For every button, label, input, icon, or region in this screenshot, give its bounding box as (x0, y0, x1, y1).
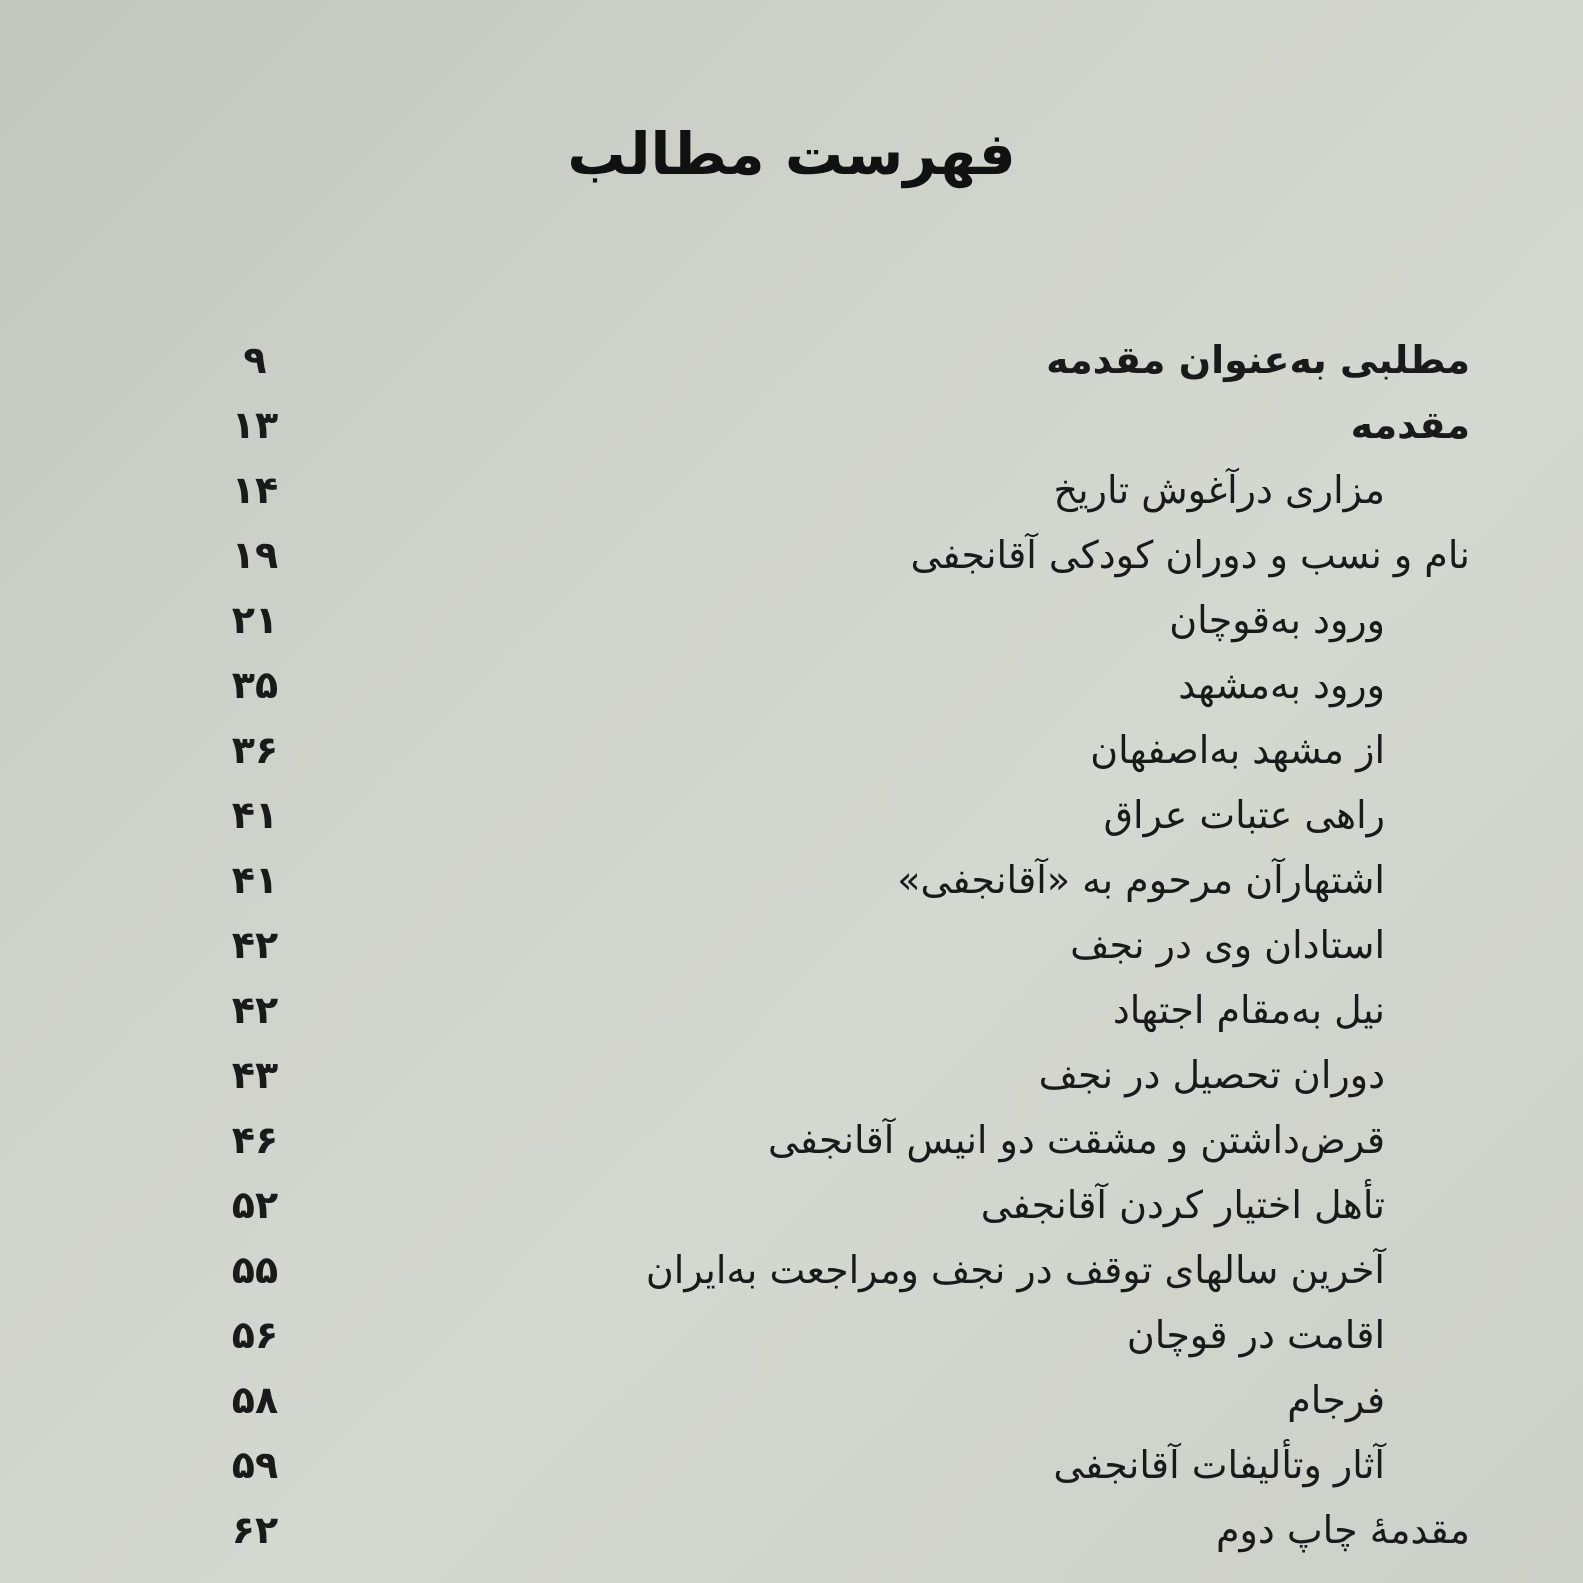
toc-entry (200, 1305, 1480, 1370)
toc-entry-title: استادان وی در نجف (1070, 923, 1385, 967)
toc-page-number: ۴۶ (231, 1118, 279, 1162)
toc-page-number: ۱۴ (231, 468, 279, 512)
toc-page-number: ۵۹ (231, 1443, 279, 1487)
toc-page-number: ۳۶ (231, 728, 279, 772)
toc-page-number: ۴۱ (231, 858, 279, 902)
toc-entry (200, 915, 1480, 980)
toc-page-number: ۶۲ (231, 1508, 279, 1552)
table-of-contents (200, 330, 1480, 1565)
toc-entry (200, 395, 1480, 460)
toc-entry-title: ورود به‌قوچان (1169, 598, 1385, 642)
toc-page-number: ۵۶ (231, 1313, 279, 1357)
toc-entry (200, 1240, 1480, 1305)
toc-entry (200, 1500, 1480, 1565)
toc-entry-title: ورود به‌مشهد (1178, 663, 1385, 707)
toc-page-number: ۴۲ (231, 923, 279, 967)
toc-entry (200, 460, 1480, 525)
toc-entry-title: تأهل اختیار کردن آقانجفی (980, 1183, 1385, 1227)
toc-entry (200, 330, 1480, 395)
toc-entry-title: نام و نسب و دوران کودکی آقانجفی (910, 533, 1470, 577)
toc-page-number: ۵۲ (231, 1183, 279, 1227)
toc-entry-title: مزاری درآغوش تاریخ (1053, 468, 1385, 512)
toc-entry (200, 850, 1480, 915)
toc-entry (200, 1370, 1480, 1435)
toc-entry (200, 1175, 1480, 1240)
toc-entry-title: اشتهارآن مرحوم به «آقانجفی» (897, 858, 1385, 902)
toc-entry-title: آخرین سالهای توقف در نجف ومراجعت به‌ایران (645, 1248, 1385, 1292)
toc-page-number: ۱۳ (231, 403, 279, 447)
toc-entry (200, 980, 1480, 1045)
toc-entry-title: نیل به‌مقام اجتهاد (1112, 988, 1385, 1032)
toc-entry (200, 785, 1480, 850)
toc-page-number: ۳۵ (231, 663, 279, 707)
toc-entry (200, 1435, 1480, 1500)
toc-page-number: ۵۸ (231, 1378, 279, 1422)
page-title: فهرست مطالب (567, 120, 1016, 188)
toc-entry-title: فرجام (1287, 1378, 1385, 1422)
toc-entry (200, 655, 1480, 720)
toc-entry-title: مطلبی به‌عنوان مقدمه (1046, 338, 1470, 382)
toc-entry (200, 590, 1480, 655)
toc-entry (200, 1110, 1480, 1175)
toc-entry-title: از مشهد به‌اصفهان (1090, 728, 1385, 772)
toc-page-number: ۴۳ (231, 1053, 279, 1097)
toc-entry (200, 525, 1480, 590)
toc-entry-title: آثار وتألیفات آقانجفی (1053, 1443, 1385, 1487)
toc-entry-title: راهی عتبات عراق (1103, 793, 1385, 837)
toc-page-number: ۹ (243, 338, 267, 382)
toc-entry-title: دوران تحصیل در نجف (1038, 1053, 1385, 1097)
toc-page-number: ۵۵ (231, 1248, 279, 1292)
toc-page-number: ۴۱ (231, 793, 279, 837)
toc-page-number: ۴۲ (231, 988, 279, 1032)
toc-entry-title: اقامت در قوچان (1126, 1313, 1385, 1357)
toc-entry-title: قرض‌داشتن و مشقت دو انیس آقانجفی (768, 1118, 1385, 1162)
toc-page-number: ۱۹ (231, 533, 279, 577)
toc-entry (200, 1045, 1480, 1110)
toc-page-number: ۲۱ (231, 598, 279, 642)
toc-entry (200, 720, 1480, 785)
toc-entry-title: مقدمه (1350, 403, 1470, 447)
toc-entry-title: مقدمهٔ چاپ دوم (1215, 1508, 1470, 1552)
